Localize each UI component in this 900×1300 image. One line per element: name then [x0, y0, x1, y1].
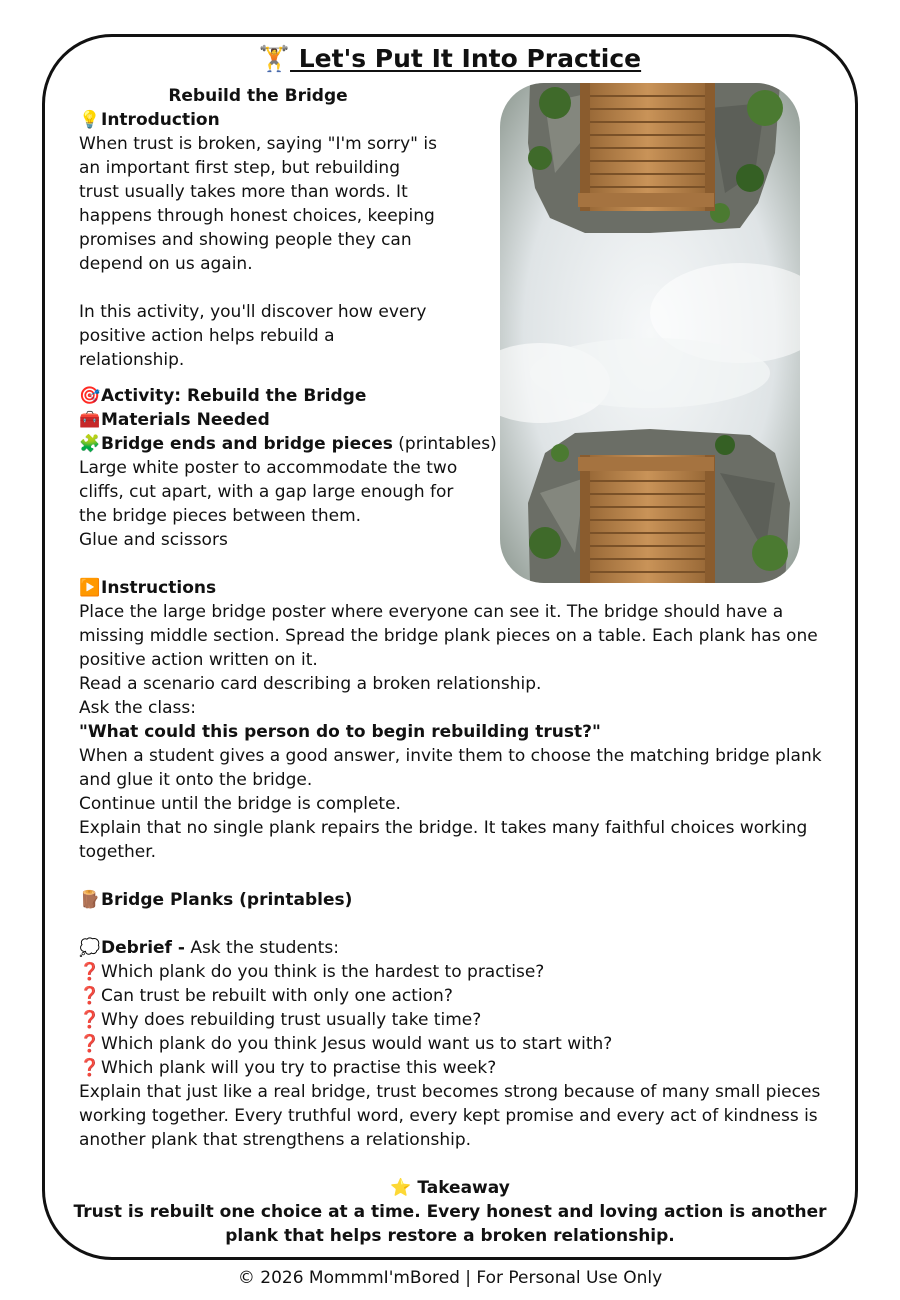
printables-note: (printables)	[392, 434, 497, 454]
debrief-question	[79, 1032, 612, 1056]
debrief-closing-line: Explain that just like a real bridge, trust becomes strong because of many small pieces	[79, 1082, 821, 1102]
debrief-question-text: Which plank do you think Jesus would want us to start with?	[101, 1034, 613, 1054]
intro-line: happens through honest choices, keeping	[79, 206, 435, 226]
debrief-closing-line: working together. Every truthful word, every kept promise and every act of kindness is	[79, 1106, 818, 1126]
instructions-heading	[79, 576, 216, 600]
debrief-question	[79, 960, 544, 984]
debrief-question-text: Can trust be rebuilt with only one action?	[101, 986, 453, 1006]
toolbox-icon: 🧰	[79, 410, 101, 430]
page-title	[0, 42, 900, 76]
wood-log-icon: 🪵	[79, 890, 101, 910]
debrief-closing-line: another plank that strengthens a relationship.	[79, 1130, 472, 1150]
copyright-footer: © 2026 MommmI'mBored | For Personal Use Only	[237, 1268, 663, 1288]
instructions-line: positive action written on it.	[79, 650, 318, 670]
star-icon: ⭐	[390, 1178, 412, 1198]
thought-bubble-icon: 💭	[79, 938, 101, 958]
instructions-line: When a student gives a good answer, invite them to choose the matching bridge plank	[79, 746, 822, 766]
materials-printables	[79, 432, 497, 456]
intro-heading	[79, 108, 220, 132]
target-icon: 🎯	[79, 386, 101, 406]
takeaway-line: Trust is rebuilt one choice at a time. Every honest and loving action is another	[73, 1202, 827, 1222]
intro-line: When trust is broken, saying "I'm sorry" is	[79, 134, 437, 154]
instructions-line: Ask the class:	[79, 698, 196, 718]
bridge-cliffs-photo	[500, 83, 800, 583]
instructions-line: Explain that no single plank repairs the bridge. It takes many faithful choices working	[79, 818, 808, 838]
question-mark-icon: ❓	[79, 986, 101, 1006]
intro-line: relationship.	[79, 350, 185, 370]
debrief-question	[79, 1056, 496, 1080]
intro-line: depend on us again.	[79, 254, 253, 274]
debrief-intro: Ask the students:	[184, 938, 339, 958]
takeaway-line: plank that helps restore a broken relationship.	[225, 1226, 675, 1246]
activity-heading-text: Activity: Rebuild the Bridge	[101, 386, 367, 406]
instructions-line: Read a scenario card describing a broken relationship.	[79, 674, 542, 694]
page-title-text: Let's Put It Into Practice	[290, 44, 642, 73]
debrief-question	[79, 984, 453, 1008]
materials-line: cliffs, cut apart, with a gap large enough for	[79, 482, 454, 502]
bridge-illustration	[500, 83, 800, 583]
debrief-question-text: Which plank do you think is the hardest to practise?	[101, 962, 545, 982]
instructions-line: Continue until the bridge is complete.	[79, 794, 401, 814]
intro-heading-text: Introduction	[101, 110, 220, 130]
question-mark-icon: ❓	[79, 1034, 101, 1054]
debrief-heading-text: Debrief -	[101, 938, 185, 958]
planks-heading	[79, 888, 352, 912]
weightlifter-icon: 🏋️	[258, 44, 291, 73]
activity-subtitle: Rebuild the Bridge	[168, 86, 348, 106]
printables-label: Bridge ends and bridge pieces	[101, 434, 393, 454]
intro-line: positive action helps rebuild a	[79, 326, 335, 346]
intro-line: In this activity, you'll discover how every	[79, 302, 427, 322]
materials-line: Large white poster to accommodate the two	[79, 458, 458, 478]
debrief-question-text: Why does rebuilding trust usually take time?	[101, 1010, 482, 1030]
puzzle-piece-icon: 🧩	[79, 434, 101, 454]
instructions-line: Place the large bridge poster where everyone can see it. The bridge should have a	[79, 602, 784, 622]
debrief-heading	[79, 936, 339, 960]
takeaway-heading	[0, 1176, 900, 1200]
instructions-line: together.	[79, 842, 157, 862]
instructions-line: missing middle section. Spread the bridge plank pieces on a table. Each plank has one	[79, 626, 818, 646]
question-mark-icon: ❓	[79, 1010, 101, 1030]
takeaway-heading-text: Takeaway	[417, 1178, 510, 1198]
question-mark-icon: ❓	[79, 962, 101, 982]
question-mark-icon: ❓	[79, 1058, 101, 1078]
instructions-heading-text: Instructions	[101, 578, 217, 598]
activity-heading	[79, 384, 366, 408]
lightbulb-icon: 💡	[79, 110, 101, 130]
materials-line: Glue and scissors	[79, 530, 228, 550]
materials-heading-text: Materials Needed	[101, 410, 270, 430]
play-button-icon: ▶️	[79, 578, 101, 598]
instructions-question: "What could this person do to begin rebuilding trust?"	[79, 722, 601, 742]
debrief-question-text: Which plank will you try to practise this week?	[101, 1058, 497, 1078]
instructions-line: and glue it onto the bridge.	[79, 770, 313, 790]
materials-line: the bridge pieces between them.	[79, 506, 362, 526]
intro-line: an important first step, but rebuilding	[79, 158, 400, 178]
intro-line: trust usually takes more than words. It	[79, 182, 408, 202]
planks-heading-text: Bridge Planks (printables)	[101, 890, 353, 910]
debrief-question	[79, 1008, 481, 1032]
materials-heading	[79, 408, 270, 432]
intro-line: promises and showing people they can	[79, 230, 412, 250]
